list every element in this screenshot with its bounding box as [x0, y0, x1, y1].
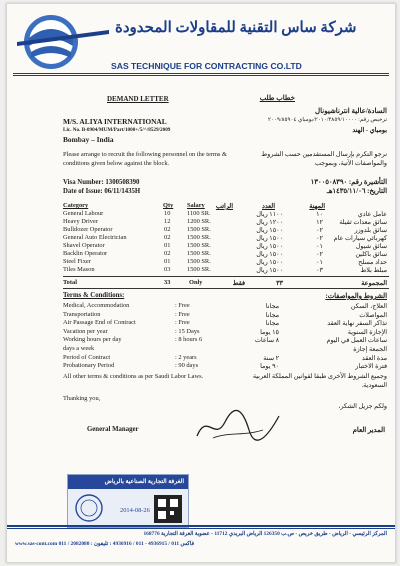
- footer-address-arabic: المركز الرئيسي - الرياض - طريق خريص - ص.ب 126350 الرياض البريدي 11712 - عضوية الغرفة التجارية 168776: [143, 531, 387, 537]
- term-label: Vacation per year: [63, 327, 108, 335]
- table-row: [63, 210, 389, 218]
- row-qty-arabic: ٠٣: [316, 267, 323, 274]
- row-qty: 03: [164, 266, 171, 273]
- addressee-license-arabic: ترخيص رقم: ٢٠١٠/٣٨٥٩/١٠٠٠٠/بومباي ٢٠٠٩/٨٥٩٠٤: [267, 117, 387, 123]
- term-value: : 2 years: [175, 353, 197, 361]
- row-category: Heavy Driver: [63, 218, 98, 225]
- term-value-arabic: ٩٠ يوما: [260, 363, 279, 371]
- row-qty-arabic: ٠٢: [316, 251, 323, 258]
- title-english: DEMAND LETTER: [107, 95, 169, 103]
- term-value: : Free: [175, 310, 190, 318]
- term-value-arabic: مجانا: [265, 303, 279, 310]
- recruitment-table: [63, 210, 389, 274]
- list-item: [63, 336, 389, 345]
- list-item: [63, 328, 389, 337]
- company-logo-icon: [17, 12, 109, 72]
- row-salary: 1500 SR.: [187, 226, 211, 233]
- addressee-arabic: السادة/عالية انترناشيونال: [315, 107, 387, 115]
- term-label-arabic: المواصلات: [359, 311, 387, 319]
- list-item: [63, 362, 389, 371]
- list-item: [63, 302, 389, 311]
- row-category: Bulldozer Operator: [63, 226, 113, 233]
- row-salary: 1500 SR.: [187, 266, 211, 273]
- term-value-arabic: ١٥ يوما: [260, 328, 279, 336]
- row-category-arabic: كهربائي سيارات عام: [333, 235, 387, 242]
- chamber-stamp: [67, 474, 189, 528]
- terms-list: [63, 302, 389, 371]
- row-category-arabic: سائق شيول: [355, 243, 387, 250]
- company-name-english: SAS TECHNIQUE FOR CONTRACTING CO.LTD: [111, 61, 302, 71]
- header-rule-2: [13, 75, 389, 76]
- row-qty: 10: [164, 210, 171, 217]
- visa-number-english: Visa Number: 1300508390: [63, 179, 140, 186]
- row-salary-arabic: ١٥٠٠ ريال: [256, 251, 283, 258]
- list-item: [63, 354, 389, 363]
- term-label-arabic: العلاج، السكن: [350, 303, 387, 310]
- row-qty-arabic: ٠٢: [316, 227, 323, 234]
- city-english: Bombay – India: [63, 135, 114, 144]
- row-salary: 1100 SR.: [187, 210, 211, 217]
- list-item: [63, 311, 389, 320]
- row-salary-arabic: ١٢٠٠ ريال: [256, 219, 283, 226]
- row-category-arabic: حداد مسلح: [358, 259, 387, 266]
- addressee-english: M/S. ALIYA INTERNATIONAL: [63, 117, 167, 126]
- term-value: : Free: [175, 319, 190, 327]
- title-arabic: خطاب طلب: [259, 94, 295, 102]
- row-category: Backlin Operator: [63, 250, 108, 257]
- handwritten-signature-icon: [193, 408, 283, 444]
- row-qty-arabic: ٠٢: [316, 235, 323, 242]
- table-row: [63, 218, 389, 226]
- row-salary-arabic: ١٥٠٠ ريال: [256, 243, 283, 250]
- row-qty: 02: [164, 250, 171, 257]
- row-qty-arabic: ١٢: [316, 219, 323, 226]
- row-qty: 12: [164, 218, 171, 225]
- term-label-arabic: فترة الاختبار: [355, 363, 387, 371]
- col-header-salary-arabic: الراتب: [215, 203, 233, 210]
- term-label: Period of Contract: [63, 353, 111, 361]
- thanks-english: Thanking you,: [63, 395, 101, 402]
- intro-arabic: نرجو التكرم بإرسال المستقدمين حسب الشروط والمواصفات الآتية، وبموجب: [261, 151, 387, 167]
- row-category: General Auto Electrician: [63, 234, 127, 241]
- table-row: [63, 266, 389, 274]
- term-label: Air Passage End of Contract: [63, 319, 136, 327]
- total-qty: 33: [164, 279, 171, 286]
- total-only-arabic: فقط: [232, 280, 245, 287]
- term-label-arabic: مدة العقد: [361, 354, 387, 362]
- list-item: [63, 319, 389, 328]
- col-header-qty: Qty: [163, 202, 174, 209]
- terms-title-arabic: الشروط والمواصفات:: [325, 293, 387, 300]
- term-label: Medical, Accommodation: [63, 302, 130, 309]
- table-row: [63, 258, 389, 266]
- general-manager-arabic: المدير العام: [352, 427, 385, 434]
- visa-number-arabic: التأشيرة رقم: ١٣٠٠٥٠٨٣٩٠: [310, 179, 387, 186]
- footer-contact: www.sas-cont.com 011 / 2082080 : فاكس 011 / 4936915 - 011 / 4936916 : تليفون: [15, 541, 195, 547]
- row-salary: 1500 SR.: [187, 250, 211, 257]
- term-label: Probationary Period: [63, 362, 115, 370]
- term-value-arabic: مجانا: [265, 320, 279, 328]
- terms-title-english: Terms & Conditions:: [63, 292, 125, 299]
- row-category-arabic: سائق بلدوزر: [354, 227, 387, 234]
- row-salary: 1500 SR.: [187, 234, 211, 241]
- row-category-arabic: سائق معدات ثقيلة: [339, 219, 387, 226]
- row-salary-arabic: ١٥٠٠ ريال: [256, 235, 283, 242]
- table-row: [63, 234, 389, 242]
- table-row: [63, 242, 389, 250]
- row-category: Shavel Operator: [63, 242, 105, 249]
- term-label-arabic: الإجازة السنوية: [347, 328, 387, 336]
- col-header-category-arabic: المهنة: [309, 203, 325, 210]
- term-value: : 90 days: [175, 362, 199, 370]
- header-rule: [13, 73, 389, 74]
- issue-date-english: Date of Issue: 06/11/1435H: [63, 188, 141, 195]
- term-label-arabic: تذاكر السفر نهاية العقد: [327, 320, 387, 328]
- license-english: Lic. No. B-0904/MUM/Part/1000+/5/^/8529/2009: [63, 127, 171, 133]
- other-terms-arabic: وجميع الشروط الأخرى طبقا لقوانين المملكة العربية السعودية.: [252, 373, 387, 389]
- chamber-seal-icon: [74, 493, 104, 523]
- term-value: : Free: [175, 302, 190, 309]
- barcode-icon: [154, 495, 182, 523]
- intro-english: Please arrange to recruit the following personnel on the terms & conditions given below against the block.: [63, 151, 227, 167]
- term-value: : 8 hours 6: [175, 336, 203, 344]
- row-salary-arabic: ١٥٠٠ ريال: [256, 227, 283, 234]
- total-top-rule: [63, 276, 389, 277]
- row-salary: 1500 SR.: [187, 242, 211, 249]
- row-qty-arabic: ١٠: [316, 211, 323, 218]
- row-salary: 1500 SR.: [187, 258, 211, 265]
- other-terms-english: All other terms & conditions as per Saudi Labor Laws.: [63, 373, 204, 380]
- document-page: [6, 3, 396, 563]
- general-manager-english: General Manager: [87, 426, 139, 433]
- row-salary: 1200 SR.: [187, 218, 211, 225]
- row-qty: 02: [164, 226, 171, 233]
- list-item: [63, 345, 389, 354]
- row-qty: 02: [164, 234, 171, 241]
- stamp-date: 2014-08-26: [120, 507, 150, 514]
- row-salary-arabic: ١٥٠٠ ريال: [256, 267, 283, 274]
- table-row: [63, 226, 389, 234]
- table-row: [63, 250, 389, 258]
- row-category: General Labour: [63, 210, 104, 217]
- company-name-arabic: شركة ساس التقنية للمقاولات المحدودة: [115, 20, 357, 36]
- term-value-arabic: مجانا: [265, 311, 279, 319]
- row-salary-arabic: ١١٠٠ ريال: [256, 211, 283, 218]
- total-label-arabic: المجموعة: [361, 280, 387, 287]
- total-only: Only: [189, 279, 203, 286]
- term-label-arabic: ساعات العمل في اليوم: [326, 337, 387, 345]
- row-qty-arabic: ٠١: [316, 259, 323, 266]
- total-qty-arabic: ٣٣: [276, 280, 283, 287]
- term-label-arabic: الجمعة إجازة: [353, 345, 387, 353]
- row-qty: 01: [164, 258, 171, 265]
- term-label: days a week: [63, 344, 95, 352]
- col-header-category: Category: [63, 202, 89, 209]
- issue-date-arabic: التاريخ: ١٤٣٥/١١/٠٦هـ: [326, 188, 387, 195]
- row-category: Steel Fixer: [63, 258, 91, 265]
- row-qty: 01: [164, 242, 171, 249]
- row-salary-arabic: ١٥٠٠ ريال: [256, 259, 283, 266]
- row-qty-arabic: ٠١: [316, 243, 323, 250]
- col-header-qty-arabic: العدد: [261, 203, 275, 210]
- col-header-salary: Salary: [187, 202, 205, 209]
- term-label: Transportation: [63, 310, 101, 318]
- row-category-arabic: عامل عادي: [357, 211, 387, 218]
- addressee-city-arabic: بومباي - الهند: [352, 127, 387, 134]
- term-label: Working hours per day: [63, 336, 122, 344]
- term-value-arabic: ٨ ساعات: [254, 337, 279, 345]
- term-value: : 15 Days: [175, 327, 200, 335]
- total-label: Total: [63, 279, 77, 286]
- row-category-arabic: مبلط بلاط: [360, 267, 387, 274]
- stamp-text-arabic: الغرفة التجارية الصناعية بالرياض: [104, 479, 184, 485]
- row-category-arabic: سائق باكلين: [355, 251, 387, 258]
- total-bottom-rule: [63, 288, 389, 289]
- thanks-arabic: ولكم جزيل الشكر،: [338, 403, 387, 410]
- term-value-arabic: ٢ سنة: [263, 354, 279, 362]
- row-category: Tiles Mason: [63, 266, 95, 273]
